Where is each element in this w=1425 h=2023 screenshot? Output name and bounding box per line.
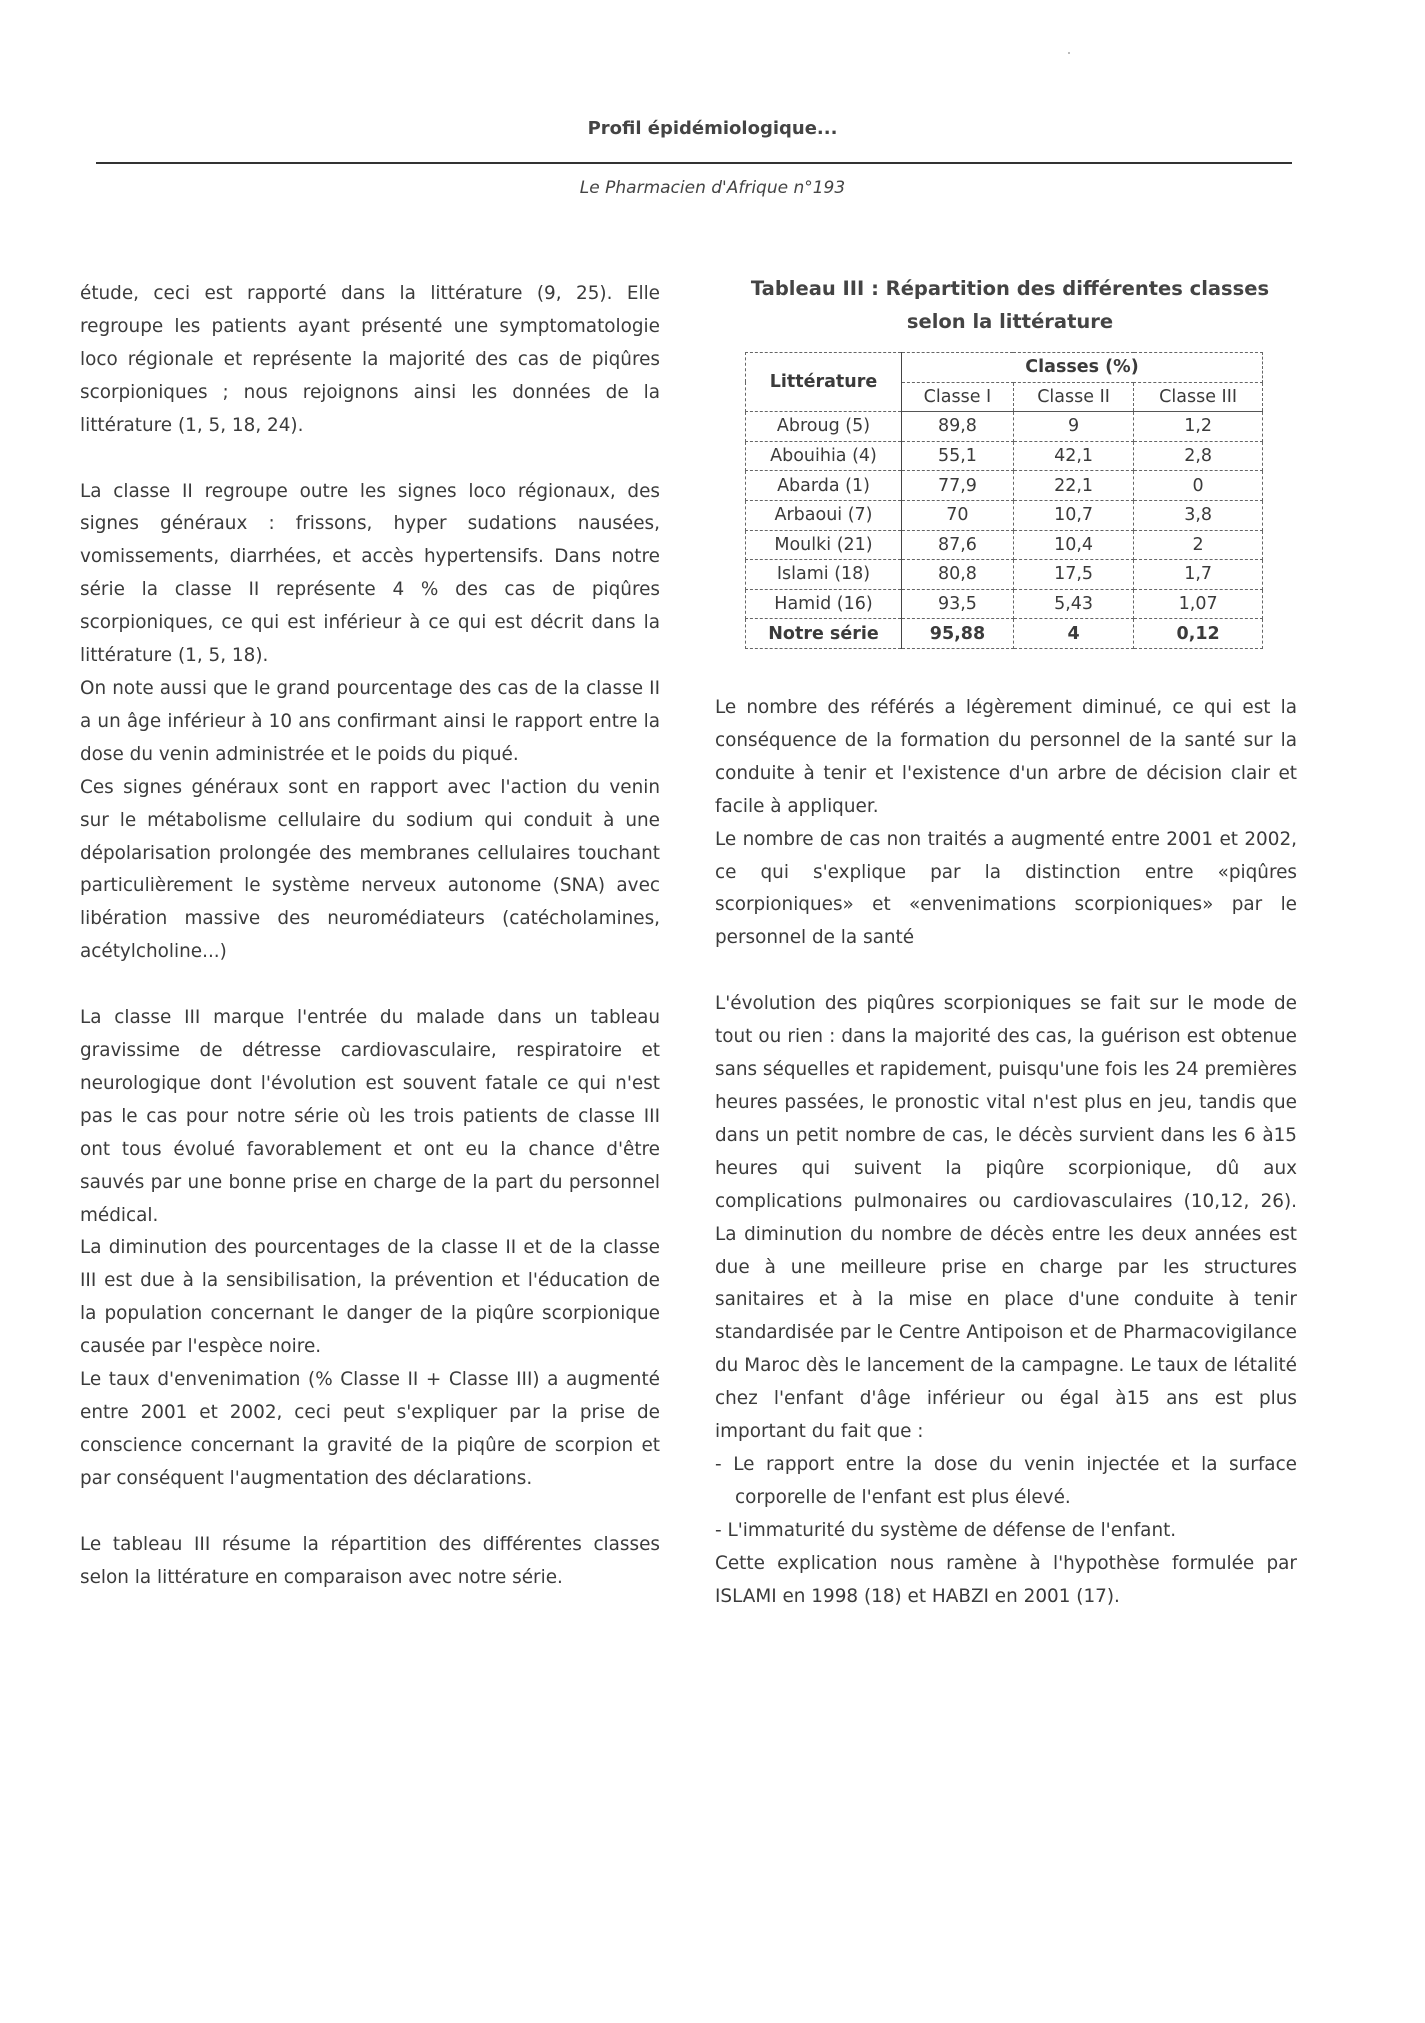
running-title: Profil épidémiologique... bbox=[587, 118, 838, 139]
table-row bbox=[746, 589, 1263, 619]
paragraph: Cette explication nous ramène à l'hypothèse formulée par ISLAMI en 1998 (18) et HABZI en 2001 (17). bbox=[715, 1552, 1297, 1607]
cell-classe-3: 2,8 bbox=[1134, 441, 1263, 471]
cell-classe-3: 1,2 bbox=[1134, 412, 1263, 442]
paragraph: La classe III marque l'entrée du malade dans un tableau gravissime de détresse cardiovasculaire, respiratoire et neurologique dont l'évolution est souvent fatale ce qui n'est pas le cas pour notre série où les trois patients de classe III ont tous évolué favorablement et ont eu la chance d'être sauvés par une bonne prise en charge de la part du personnel médical. bbox=[80, 1007, 660, 1226]
cell-classe-3: 1,07 bbox=[1134, 589, 1263, 619]
table-row bbox=[746, 441, 1263, 471]
cell-classe-1: 93,5 bbox=[902, 589, 1014, 619]
paragraph: Le tableau III résume la répartition des différentes classes selon la littérature en comparaison avec notre série. bbox=[80, 1533, 660, 1588]
cell-classe-2: 10,7 bbox=[1013, 500, 1133, 530]
cell-source: Abroug (5) bbox=[746, 412, 902, 442]
paragraph: Le nombre de cas non traités a augmenté entre 2001 et 2002, ce qui s'explique par la distinction entre «piqûres scorpioniques» et «envenimations scorpioniques» par le personnel de la santé bbox=[715, 828, 1297, 949]
column-header: Classe III bbox=[1134, 382, 1263, 412]
paragraph: Le taux d'envenimation (% Classe II + Classe III) a augmenté entre 2001 et 2002, ceci peut s'expliquer par la prise de conscience concernant la gravité de la piqûre de scorpion et par conséquent l'augmentation des déclarations. bbox=[80, 1369, 660, 1489]
table-caption: Tableau III : Répartition des différentes classes selon la littérature bbox=[750, 277, 1270, 333]
column-header-litterature: Littérature bbox=[746, 353, 902, 412]
column-header: Classe II bbox=[1013, 382, 1133, 412]
cell-classe-1: 77,9 bbox=[902, 471, 1014, 501]
cell-classe-3: 3,8 bbox=[1134, 500, 1263, 530]
column-group-header: Classes (%) bbox=[902, 353, 1263, 383]
table-row-notre-serie bbox=[746, 619, 1263, 649]
bullet-item: - L'immaturité du système de défense de l'enfant. bbox=[715, 1519, 1177, 1541]
paragraph: Le nombre des référés a légèrement diminué, ce qui est la conséquence de la formation du personnel de la santé sur la conduite à tenir et l'existence d'un arbre de décision clair et facile à appliquer. bbox=[715, 697, 1297, 817]
cell-classe-1: 87,6 bbox=[902, 530, 1014, 560]
paragraph: La diminution des pourcentages de la classe II et de la classe III est due à la sensibilisation, la prévention et l'éducation de la population concernant le danger de la piqûre scorpionique causée par l'espèce noire. bbox=[80, 1237, 660, 1358]
column-header: Classe I bbox=[902, 382, 1014, 412]
bullet-item: - Le rapport entre la dose du venin injectée et la surface corporelle de l'enfant est plus élevé. bbox=[715, 1453, 1297, 1508]
cell-classe-1: 95,88 bbox=[902, 619, 1014, 649]
paragraph: On note aussi que le grand pourcentage des cas de la classe II a un âge inférieur à 10 ans confirmant ainsi le rapport entre la dose du venin administrée et le poids du piqué. bbox=[80, 677, 660, 765]
cell-classe-3: 0,12 bbox=[1134, 619, 1263, 649]
cell-classe-3: 2 bbox=[1134, 530, 1263, 560]
table-row bbox=[746, 500, 1263, 530]
classes-table bbox=[745, 352, 1263, 649]
table-row bbox=[746, 530, 1263, 560]
cell-classe-2: 4 bbox=[1013, 619, 1133, 649]
cell-source: Arbaoui (7) bbox=[746, 500, 902, 530]
table-row bbox=[746, 471, 1263, 501]
cell-classe-3: 0 bbox=[1134, 471, 1263, 501]
header-rule bbox=[96, 162, 1292, 164]
paragraph: Ces signes généraux sont en rapport avec l'action du venin sur le métabolisme cellulaire du sodium qui conduit à une dépolarisation prolongée des membranes cellulaires touchant particulièrement le système nerveux autonome (SNA) avec libération massive des neuromédiateurs (catécholamines, acétylcholine...) bbox=[80, 776, 660, 963]
cell-classe-1: 55,1 bbox=[902, 441, 1014, 471]
cell-classe-2: 42,1 bbox=[1013, 441, 1133, 471]
left-column bbox=[80, 278, 660, 1595]
right-column bbox=[715, 692, 1297, 1613]
cell-source: Islami (18) bbox=[746, 560, 902, 590]
cell-classe-1: 89,8 bbox=[902, 412, 1014, 442]
cell-source: Moulki (21) bbox=[746, 530, 902, 560]
scan-speck bbox=[1068, 52, 1070, 54]
cell-classe-3: 1,7 bbox=[1134, 560, 1263, 590]
paragraph: La classe II regroupe outre les signes loco régionaux, des signes généraux : frissons, hyper sudations nausées, vomissements, diarrhées, et accès hypertensifs. Dans notre série la classe II représente 4 % des cas de piqûres scorpioniques, ce qui est inférieur à ce qui est décrit dans la littérature (1, 5, 18). bbox=[80, 480, 660, 667]
paragraph: étude, ceci est rapporté dans la littérature (9, 25). Elle regroupe les patients ayant présenté une symptomatologie loco régionale et représente la majorité des cas de piqûres scorpioniques ; nous rejoignons ainsi les données de la littérature (1, 5, 18, 24). bbox=[80, 283, 660, 436]
cell-classe-2: 5,43 bbox=[1013, 589, 1133, 619]
paragraph: L'évolution des piqûres scorpioniques se fait sur le mode de tout ou rien : dans la majorité des cas, la guérison est obtenue sans séquelles et rapidement, puisqu'une fois les 24 premières heures passées, le pronostic vital n'est plus en jeu, tandis que dans un petit nombre de cas, le décès survient dans les 6 à15 heures qui suivent la piqûre scorpionique, dû aux complications pulmonaires ou cardiovasculaires (10,12, 26). La diminution du nombre de décès entre les deux années est due à une meilleure prise en charge par les structures sanitaires et à la mise en place d'une conduite à tenir standardisée par le Centre Antipoison et de Pharmacovigilance du Maroc dès le lancement de la campagne. Le taux de létalité chez l'enfant d'âge inférieur ou égal à15 ans est plus important du fait que : bbox=[715, 993, 1297, 1443]
cell-classe-1: 80,8 bbox=[902, 560, 1014, 590]
cell-classe-2: 10,4 bbox=[1013, 530, 1133, 560]
cell-classe-2: 17,5 bbox=[1013, 560, 1133, 590]
cell-source: Abouihia (4) bbox=[746, 441, 902, 471]
cell-classe-2: 9 bbox=[1013, 412, 1133, 442]
cell-classe-1: 70 bbox=[902, 500, 1014, 530]
cell-classe-2: 22,1 bbox=[1013, 471, 1133, 501]
cell-source: Hamid (16) bbox=[746, 589, 902, 619]
cell-source: Abarda (1) bbox=[746, 471, 902, 501]
cell-source: Notre série bbox=[746, 619, 902, 649]
journal-issue: Le Pharmacien d'Afrique n°193 bbox=[579, 178, 846, 198]
table-row bbox=[746, 412, 1263, 442]
table-row bbox=[746, 560, 1263, 590]
